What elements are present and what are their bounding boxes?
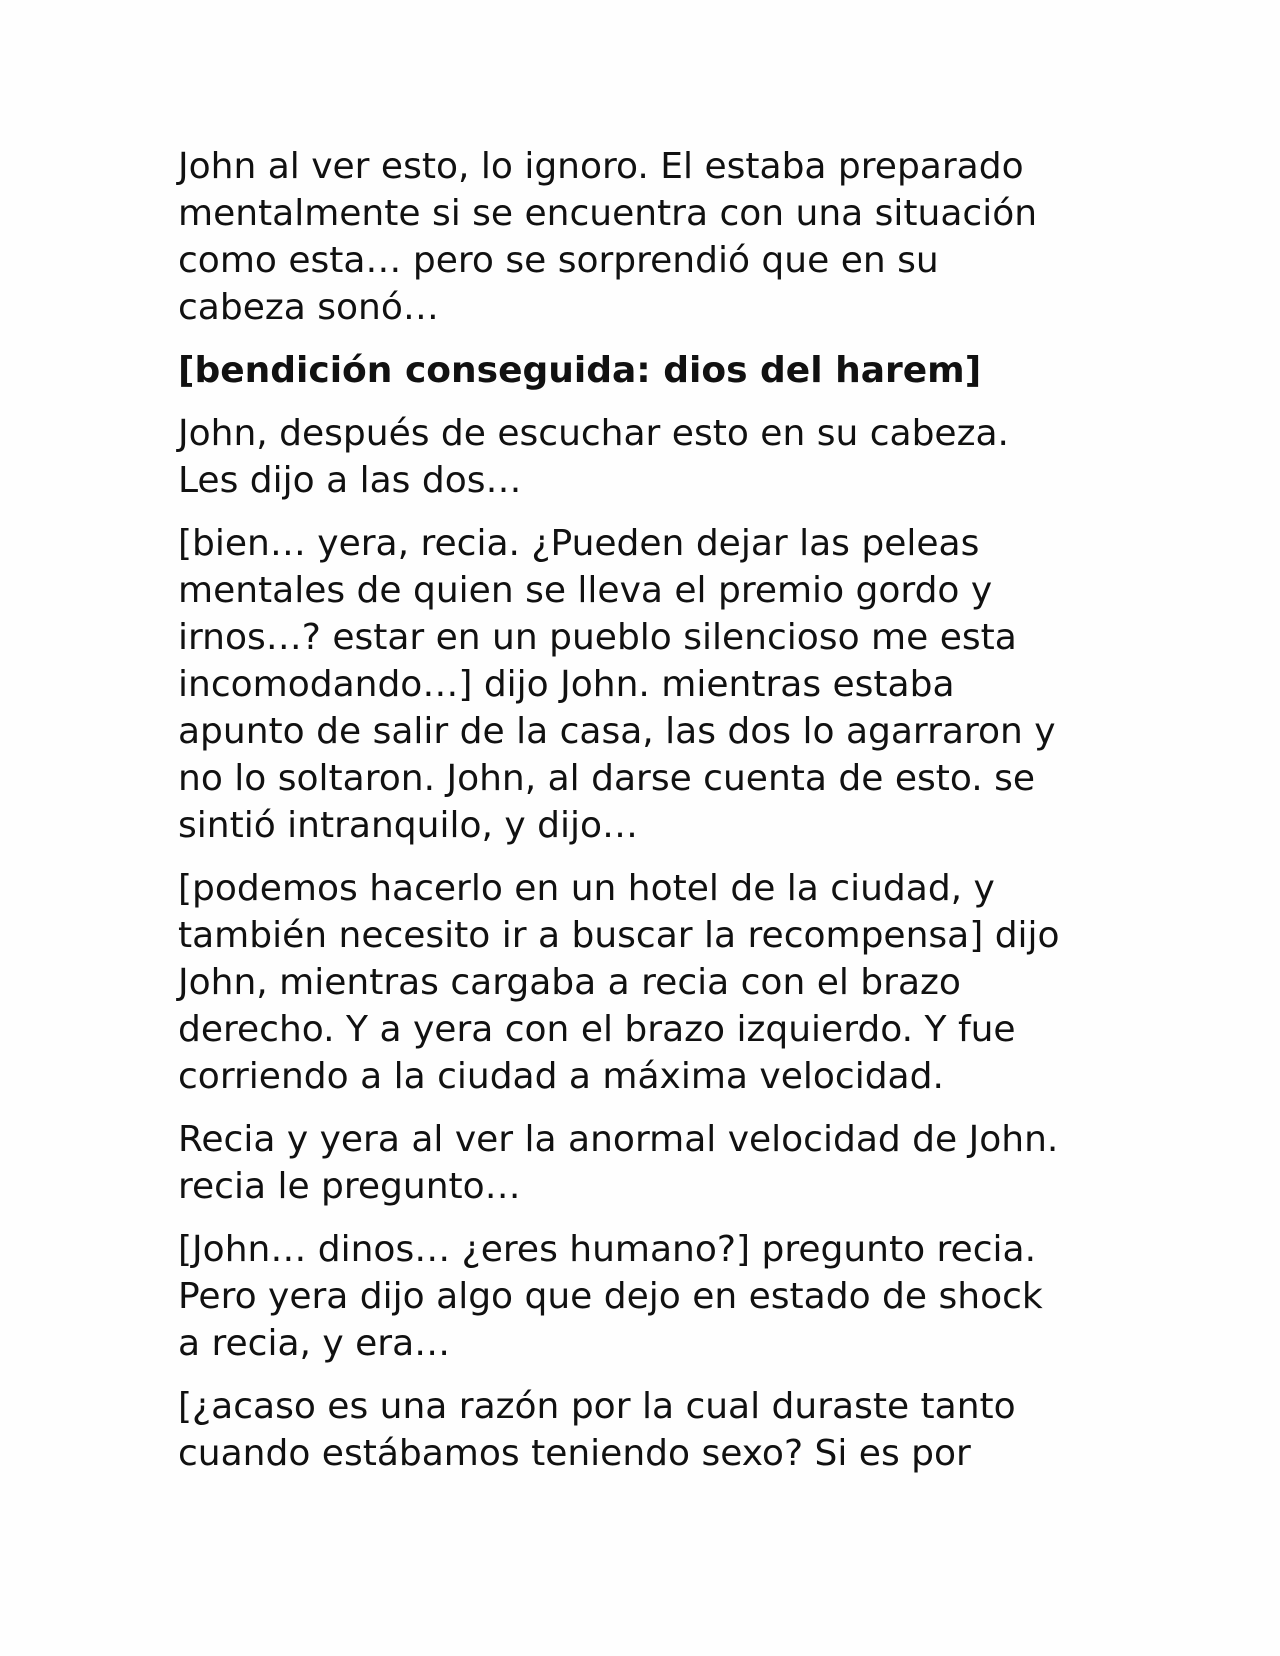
paragraph: [John… dinos… ¿eres humano?] pregunto recia. Pero yera dijo algo que dejo en estado de shock a recia, y era…: [178, 1229, 1043, 1364]
paragraph: John, después de escuchar esto en su cabeza. Les dijo a las dos…: [178, 413, 1009, 501]
paragraph: [¿acaso es una razón por la cual duraste tanto cuando estábamos teniendo sexo? Si es por: [178, 1386, 1016, 1474]
bold-paragraph: [bendición conseguida: dios del harem]: [178, 350, 982, 391]
paragraph: [bien… yera, recia. ¿Pueden dejar las peleas mentales de quien se lleva el premio gordo y irnos…? estar en un pueblo silencioso me esta incomodando…] dijo John. mientras estaba apunto de salir de la casa, las dos lo agarraron y no lo soltaron. John, al darse cuenta de esto. se sintió intranquilo, y dijo…: [178, 523, 1056, 846]
paragraph: Recia y yera al ver la anormal velocidad de John. recia le pregunto…: [178, 1119, 1059, 1207]
paragraph: [podemos hacerlo en un hotel de la ciudad, y también necesito ir a buscar la recompensa] dijo John, mientras cargaba a recia con el brazo derecho. Y a yera con el brazo izquierdo. Y fue corriendo a la ciudad a máxima velocidad.: [178, 868, 1060, 1097]
paragraph: John al ver esto, lo ignoro. El estaba preparado mentalmente si se encuentra con una situación como esta… pero se sorprendió que en su cabeza sonó…: [178, 146, 1038, 328]
document-page: [178, 143, 1108, 1493]
